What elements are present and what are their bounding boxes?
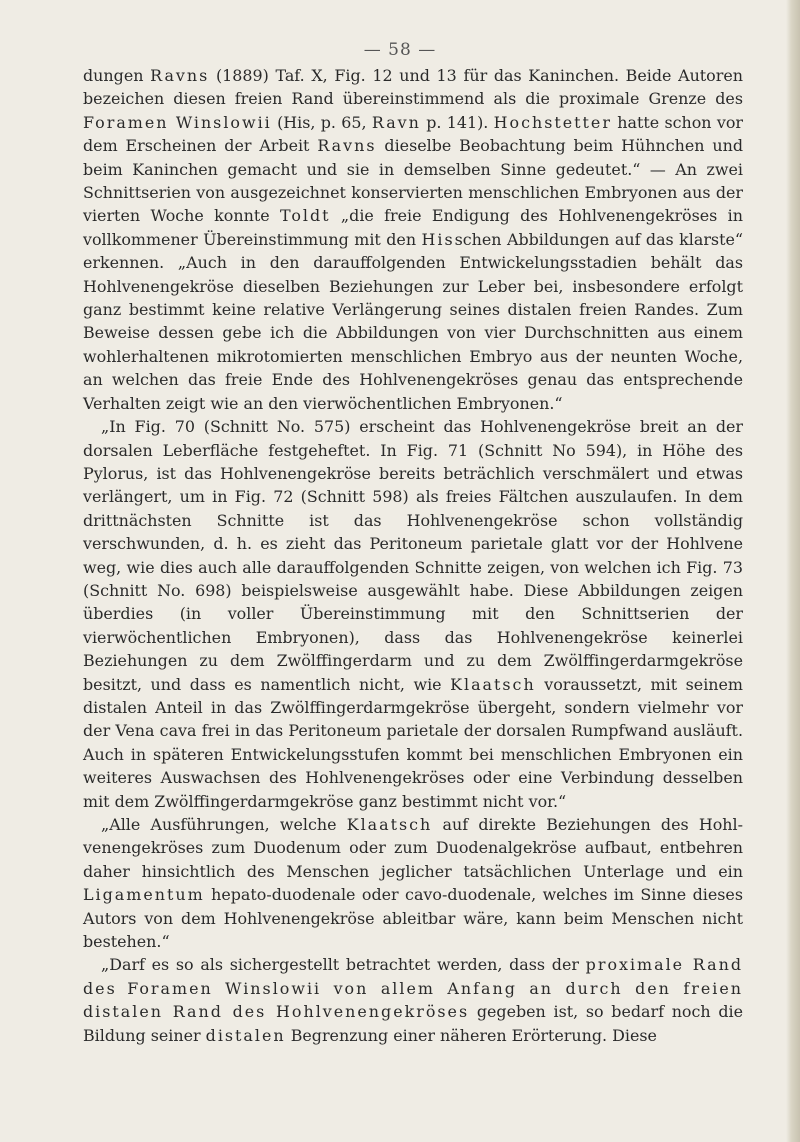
text-run: p. 141). — [420, 112, 494, 132]
spaced-name: Ligamentum — [83, 885, 205, 905]
page-number: — 58 — — [363, 40, 437, 60]
text-run: Begrenzung einer näheren Erörterung. Diese — [285, 1025, 657, 1045]
paragraph — [83, 64, 743, 415]
text-run: (His, p. 65, — [271, 112, 372, 132]
spaced-name: His — [421, 229, 455, 249]
text-run: „Darf es so als sichergestellt betrachtet werden, dass der — [101, 955, 586, 975]
text-run: „Alle Ausführungen, welche — [101, 815, 347, 834]
text-run: voraussetzt, mit seinem distalen Anteil in das Zwölffingerdarmgekröse übergeht, sondern vielmehr vor der Vena cava frei in das Peritoneum parietale der dorsalen Rumpfwand ausläuft. Auch in späteren Entwickelungsstufen kommt bei menschlichen Embryonen ein weiteres Auswachsen des Hohlvenengekröses oder eine Verbindung desselben mit dem Zwölffingerdarmgekröse ganz bestimmt nicht vor.“ — [83, 674, 743, 811]
spaced-name: Toldt — [279, 206, 331, 226]
spaced-name: Hochstetter — [493, 112, 612, 132]
spaced-name: proximale Rand des — [83, 955, 743, 998]
spaced-name: Ravns — [150, 66, 210, 85]
spaced-name: Ravns — [317, 136, 377, 156]
spaced-name: Foramen Winslowii — [83, 112, 272, 132]
text-run: hatte schon vor dem Erscheinen der Arbeit — [83, 112, 743, 156]
text-run: „In Fig. 70 (Schnitt No. 575) erscheint das Hohlvenengekröse breit an der dorsalen Leberfläche festgeheftet. In Fig. 71 (Schnitt No 594), in Höhe des Pylorus, ist das Hohlvenengekröse bereits beträchlich verschmälert und etwas verlängert, um in Fig. 72 (Schnitt 598) als freies Fältchen auszulaufen. In dem drittnächsten Schnitte ist das Hohlvenengekröse schon vollständig verschwunden, d. h. es zieht das Peritoneum parietale glatt vor der Hohlvene weg, wie dies auch alle darauffolgenden Schnitte zeigen, von welchen ich Fig. 73 (Schnitt No. 698) beispielsweise ausgewählt habe. Diese Abbildungen zeigen überdies (in voller Übereinstimmung mit den Schnittserien der vierwöchentlichen Embryonen), dass das Hohlvenengekröse keinerlei Beziehungen zu dem Zwölffingerdarm und zu dem Zwölffingerdarmgekröse besitzt, und dass es namentlich nicht, wie — [83, 417, 743, 694]
page-edge-shadow — [786, 0, 800, 1142]
text-run: hepato-duodenale oder cavo-duodenale, welches im Sinne dieses Autors von dem Hohlvenengekröse ableitbar wäre, kann beim Menschen nicht bestehen.“ — [83, 885, 743, 952]
spaced-name: Foramen Winslowii von allem Anfang an durch den freien distalen Rand des Hohlvenengekröses — [83, 978, 743, 1022]
spaced-name: Klaatsch — [450, 674, 536, 694]
text-run: auf direkte Beziehungen des Hohlvenengekröses zum Duodenum oder zum Duodenalgekröse aufbaut, entbehren daher hinsichtlich des Menschen jeglicher tatsächlichen Unterlage und ein — [83, 815, 743, 881]
spaced-name: Klaatsch — [346, 815, 433, 834]
text-run: „die freie Endigung des Hohlvenengekröses in vollkommener Übereinstimmung mit den — [83, 206, 743, 249]
text-run: (1889) Taf. X, Fig. 12 und 13 für das Kaninchen. Beide Autoren bezeichen diesen freien Rand übereinstimmend als die proximale Grenze des — [83, 66, 743, 109]
text-run: schen Abbildungen auf das klarste“ erkennen. „Auch in den darauffolgenden Entwickelungsstadien behält das Hohlvenengekröse dieselben Beziehungen zur Leber bei, insbesondere erfolgt ganz bestimmt keine relative Verlängerung seines distalen freien Randes. Zum Beweise dessen gebe ich die Abbildungen von vier Durchschnitten aus einem wohlerhaltenen mikrotomierten menschlichen Embryo aus der neunten Woche, an welchen das freie Ende des Hohlvenengekröses genau das entsprechende Verhalten zeigt wie an den vierwöchentlichen Embryonen.“ — [83, 229, 743, 413]
text-run: gegeben ist, so bedarf noch die Bildung seiner — [83, 1002, 743, 1045]
text-run: dungen — [83, 66, 151, 85]
spaced-name: distalen — [205, 1025, 286, 1045]
paragraph — [83, 953, 743, 1047]
paragraph — [83, 813, 743, 953]
spaced-name: Ravn — [371, 112, 421, 132]
text-run: dieselbe Beobachtung beim Hühnchen und beim Kaninchen gemacht und sie in demselben Sinne gedeutet.“ — An zwei Schnittserien von ausgezeichnet konservierten menschlichen Embryonen aus der vierten Woche konnte — [83, 136, 743, 226]
text-run — [117, 979, 127, 998]
body-text — [83, 64, 743, 1047]
paragraph — [83, 415, 743, 813]
